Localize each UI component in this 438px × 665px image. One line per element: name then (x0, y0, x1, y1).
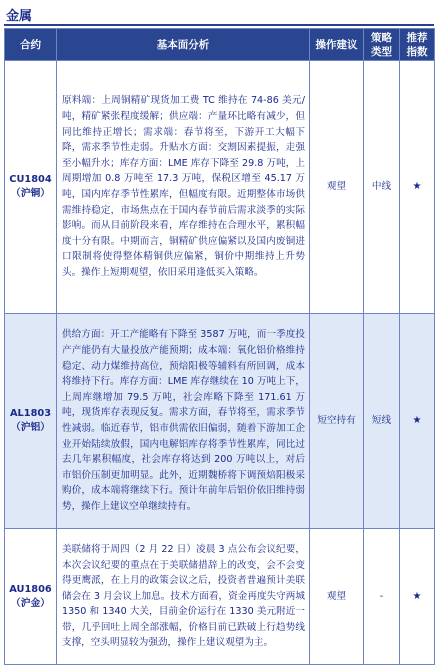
contract-code: CU1804 (9, 174, 52, 185)
table-row (5, 529, 435, 665)
header-index (400, 29, 435, 61)
contract-name: （沪铝） (10, 422, 51, 433)
section-divider (4, 24, 434, 26)
header-strategy-line1: 策略 (371, 31, 392, 44)
header-strategy-line2: 类型 (371, 45, 392, 58)
suggestion-cell: 观望 (310, 529, 364, 665)
header-suggestion: 操作建议 (310, 29, 364, 61)
strategy-cell: 中线 (364, 61, 400, 314)
suggestion-cell: 观望 (310, 61, 364, 314)
analysis-cell: 供给方面：开工产能略有下降至 3587 万吨，而一季度投产产能仍有大量投放产能预期；成本端：氧化铝价格维持稳定、动力煤维持高位，预焙阳极等辅料有所回调，成本将维持下行。库存方面：LME 库存继续在 10 万吨上下，上周库继增加 79.5 万吨，社会库略下降至 171.61 万吨，现货库存表现反复。需求方面，春节将至，需求季节性减弱。临近春节，铝市供需依旧偏弱，随着下游加工企业开始陆续放假，国内电解铝库存将季节性累库，同比过去几年累积幅度，社会库存将达到 200 万吨以上，对后市铝价压制更加明显。此外，近期魏桥将下调预焙阳极采购价，成本端将继续下行。预计年前年后铝价依旧维持弱势，操作上建议空单继续持有。 (57, 314, 310, 529)
contract-cell (5, 314, 57, 529)
contract-code: AU1806 (9, 583, 52, 595)
table-row (5, 314, 435, 529)
strategy-cell: - (364, 529, 400, 665)
section-title: 金属 (6, 9, 33, 24)
header-analysis: 基本面分析 (57, 29, 310, 61)
contract-name: （沪金） (10, 597, 51, 609)
star-icon: ★ (400, 529, 435, 665)
table-row (5, 61, 435, 314)
analysis-cell: 美联储将于周四（2 月 22 日）凌晨 3 点公布会议纪要，本次会议纪要的重点在于美联储措辞上的改变，会不会变得更鹰派，在上月的政策会议之后，投资者普遍预计美联储会在 3 月会议上加息。技术方面看，资金再度失守两城 1350 和 1340 大关，目前金价运行在 1330 美元附近一带，几乎回吐上周全部涨幅，价格目前已跌破上行趋势线支撑，空头明显较为强劲，操作上建议观望为主。 (57, 529, 310, 665)
suggestion-cell: 短空持有 (310, 314, 364, 529)
star-icon: ★ (400, 61, 435, 314)
contract-cell (5, 61, 57, 314)
analysis-cell: 原料端：上周铜精矿现货加工费 TC 维持在 74-86 美元/吨，精矿紧张程度缓解；供应端：产量环比略有减少，但同比维持正增长；需求端：春节将至，下游开工大幅下降，需求季节性走弱。升贴水方面：交割因素提振，走强至小幅升水；库存方面：LME 库存下降至 29.8 万吨，上周期增加 0.8 万吨至 17.3 万吨，保税区增至 45.17 万吨，国内库存季节性累库，但幅度有限。近期整体市场供需维持稳定，市场焦点在于国内春节前后需求淡季的实际影响。而从目前阶段来看，库存维持在合理水平，累积幅度十分有限。中期而言，铜精矿供应偏紧以及国内废铜进口限制将使得整体精铜供应偏紧，铜价中期维持上升势头。操作上短期观望，依旧采用逢低买入策略。 (57, 61, 310, 314)
contract-name: （沪铜） (10, 188, 51, 199)
star-icon: ★ (400, 314, 435, 529)
table-header-row (5, 29, 435, 61)
header-contract: 合约 (5, 29, 57, 61)
contract-cell (5, 529, 57, 665)
header-index-line2: 指数 (406, 45, 428, 58)
strategy-table (4, 28, 435, 665)
header-strategy (364, 29, 400, 61)
contract-code: AL1803 (9, 408, 52, 419)
header-index-line1: 推荐 (406, 31, 428, 44)
strategy-cell: 短线 (364, 314, 400, 529)
